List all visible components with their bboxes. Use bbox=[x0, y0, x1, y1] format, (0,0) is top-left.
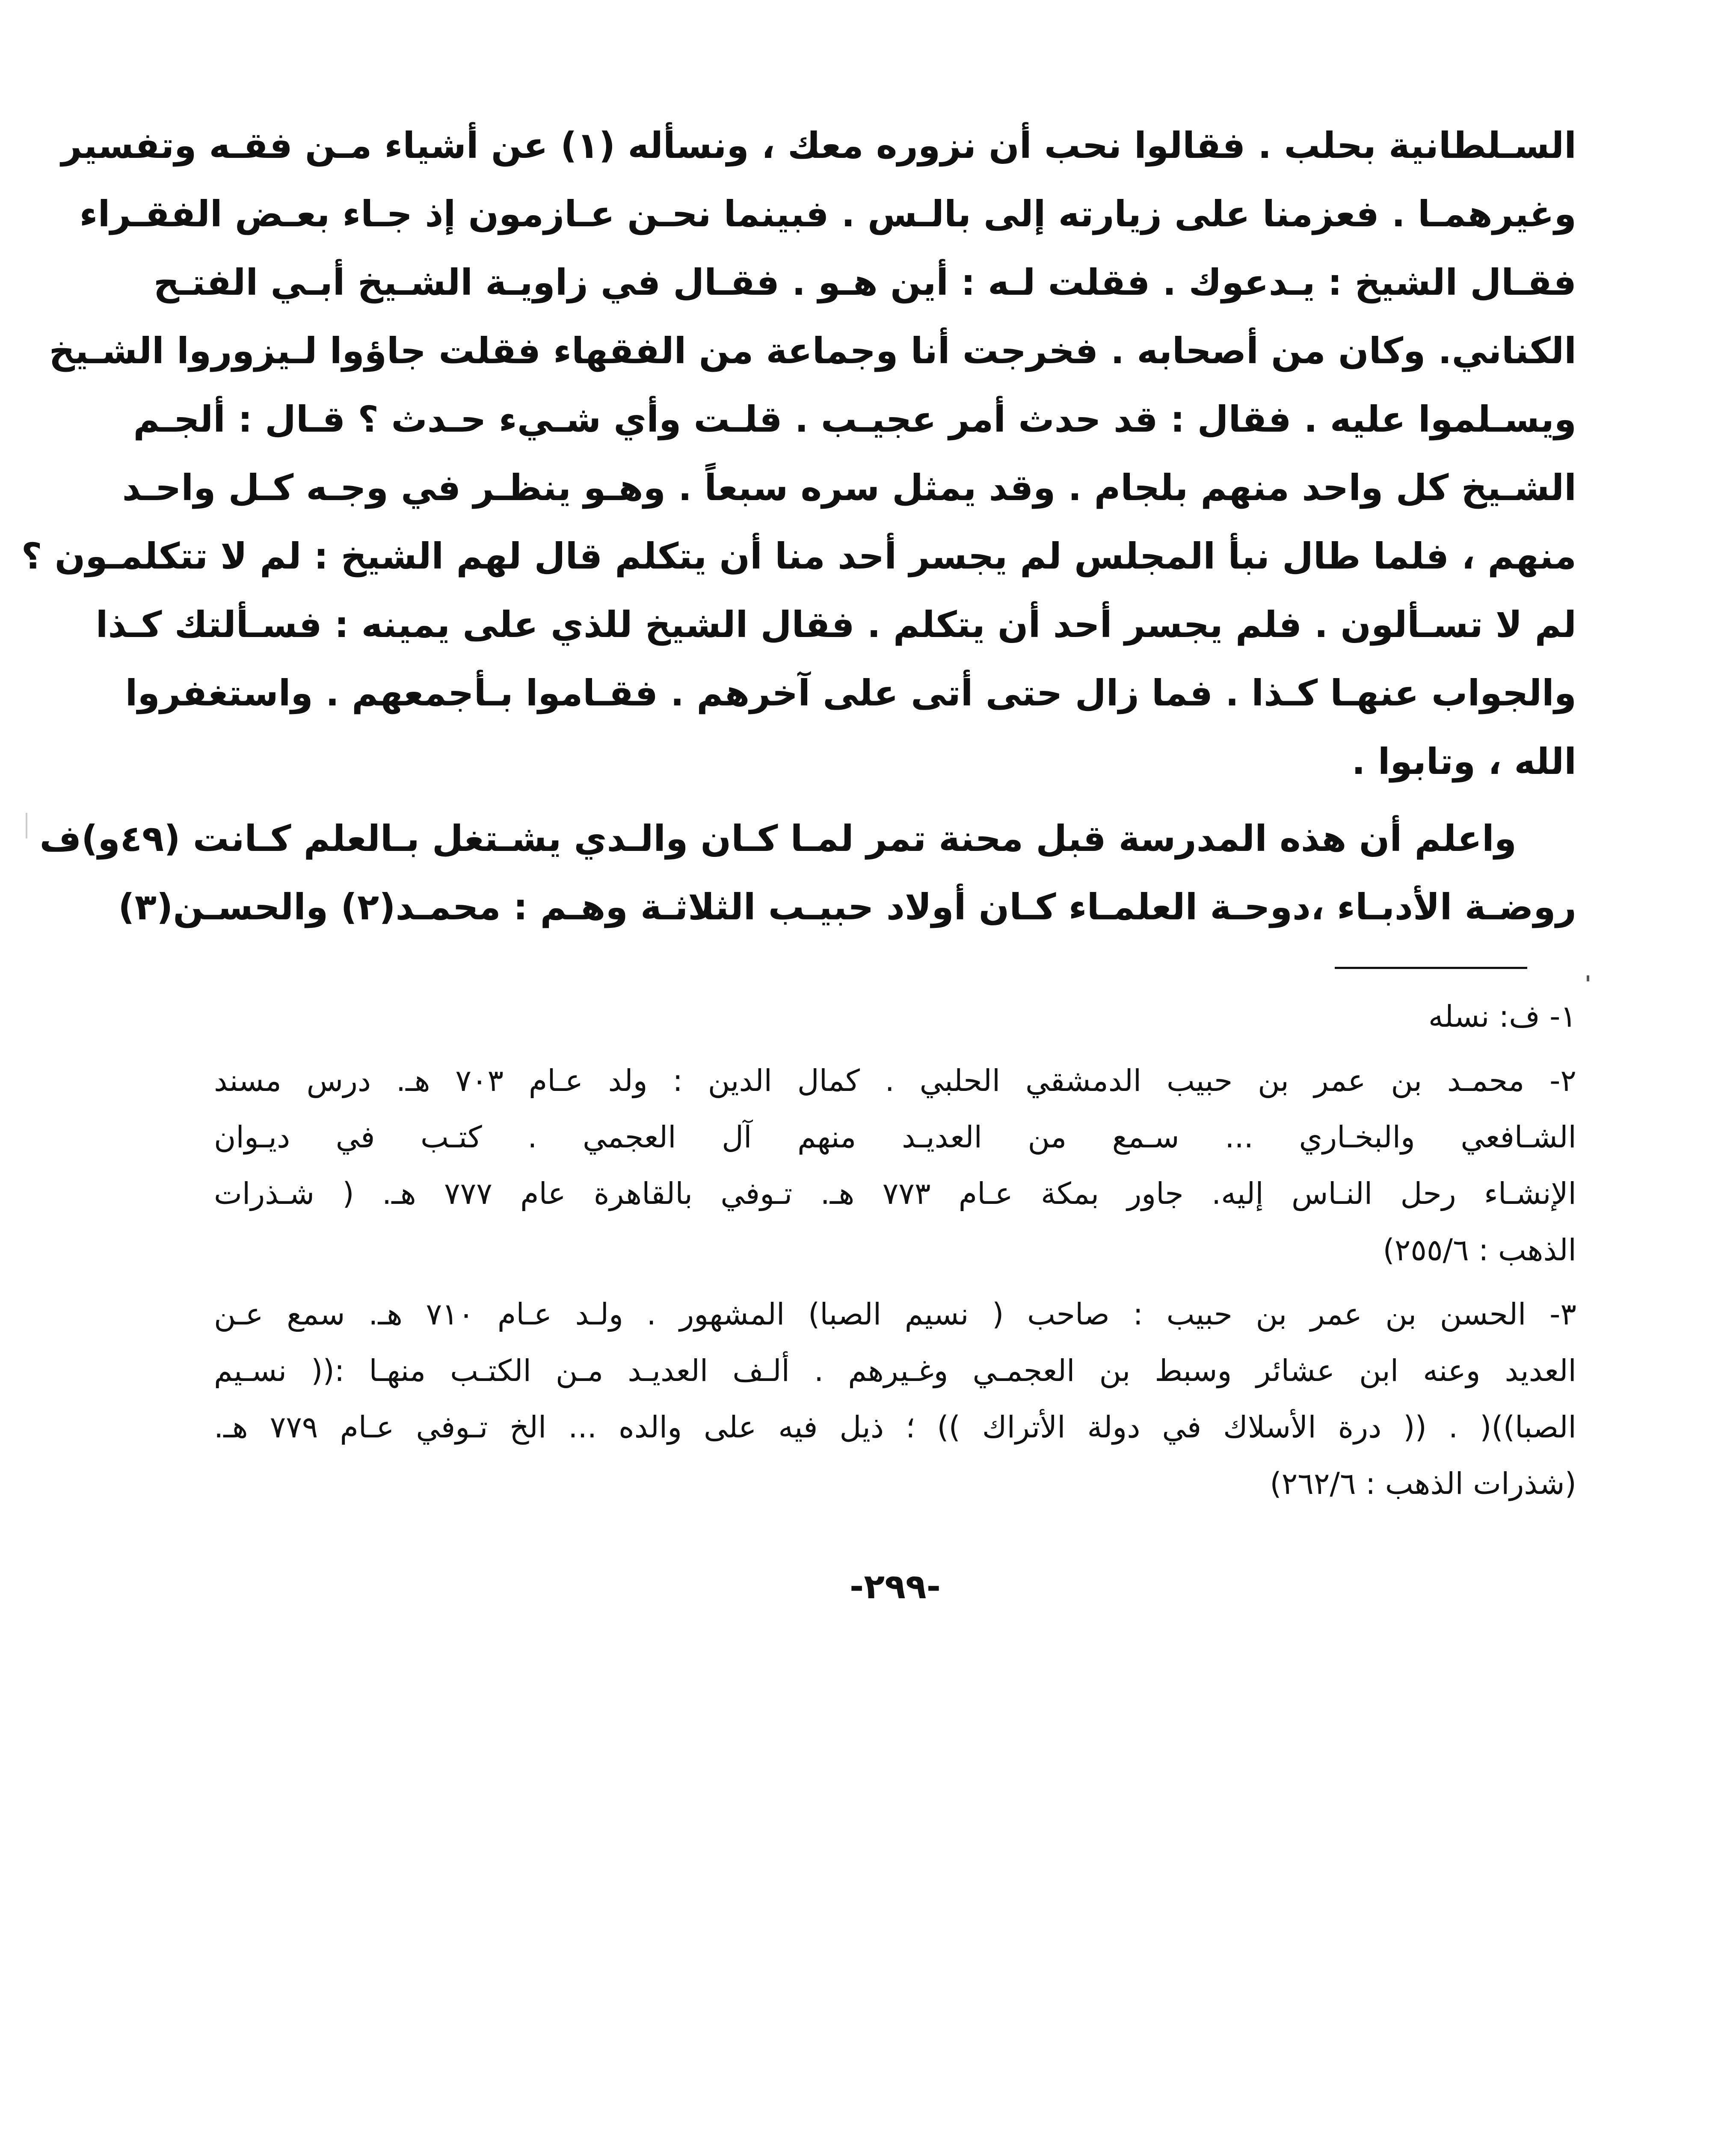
text-line: ويسـلموا عليه . فقال : قد حدث أمر عجيـب . قلـت وأي شـيء حـدث ؟ قـال : ألجـم bbox=[133, 398, 1576, 440]
footnote-separator-area bbox=[214, 941, 1576, 988]
text-line: السـلطانية بحلب . فقالوا نحب أن نزوره معك ، ونسأله (١) عن أشياء مـن فقـه وتفسير bbox=[61, 124, 1576, 166]
text-line: واعلم أن هذه المدرسة قبل محنة تمر لمـا كـان والـدي يشـتغل بـالعلم كـانت (٤٩و)ف bbox=[39, 818, 1517, 859]
text-line: روضـة الأدبـاء ،دوحـة العلمـاء كـان أولاد حبيـب الثلاثـة وهـم : محمـد(٢) والحسـن(٣) bbox=[118, 886, 1576, 928]
footnote-3 bbox=[214, 1286, 1576, 1512]
text-line: الكناني. وكان من أصحابه . فخرجت أنا وجماعة من الفقهاء فقلت جاؤوا لـيزوروا الشـيخ bbox=[49, 330, 1576, 372]
footnote-separator bbox=[1335, 967, 1527, 969]
main-paragraph-1 bbox=[21, 111, 1576, 796]
footnotes bbox=[214, 988, 1576, 1512]
footnote-3-line: الصبا))( . (( درة الأسلاك في دولة الأتراك )) ؛ ذيل فيه على والده ... الخ تـوفي عـام ٧٧٩ هـ. bbox=[214, 1410, 1576, 1445]
footnote-3-line: العديد وعنه ابن عشائر وسبط بن العجمـي وغـيرهم . ألـف العديـد مـن الكتـب منهـا :(( نسـيم bbox=[214, 1353, 1576, 1388]
footnote-3-line: (شذرات الذهب : ٢٦٢/٦) bbox=[1270, 1466, 1576, 1501]
footnote-1: ١- ف: نسله bbox=[1428, 999, 1576, 1034]
edge-mark bbox=[26, 813, 27, 838]
footnote-3-line: ٣- الحسن بن عمر بن حبيب : صاحب ( نسيم الصبا) المشهور . ولـد عـام ٧١٠ هـ. سمع عـن bbox=[214, 1297, 1576, 1332]
text-line: الله ، وتابوا . bbox=[1351, 741, 1576, 782]
text-line: لم لا تسـألون . فلم يجسر أحد أن يتكلم . فقال الشيخ للذي على يمينه : فسـألتك كـذا bbox=[95, 604, 1576, 646]
footnote-2 bbox=[214, 1052, 1576, 1278]
main-paragraph-2 bbox=[39, 804, 1576, 941]
text-line: فقـال الشيخ : يـدعوك . فقلت لـه : أين هـو . فقـال في زاويـة الشـيخ أبـي الفتـح bbox=[153, 261, 1576, 303]
text-line: الشـيخ كل واحد منهم بلجام . وقد يمثل سره سبعاً . وهـو ينظـر في وجـه كـل واحـد bbox=[122, 467, 1576, 509]
text-line: منهم ، فلما طال نبأ المجلس لم يجسر أحد منا أن يتكلم قال لهم الشيخ : لم لا تتكلمـون ؟ bbox=[21, 535, 1576, 577]
footnote-2-line: الإنشـاء رحل النـاس إليه. جاور بمكة عـام ٧٧٣ هـ. تـوفي بالقاهرة عام ٧٧٧ هـ. ( شـذرات bbox=[214, 1176, 1577, 1211]
footnote-2-line: ٢- محمـد بن عمر بن حبيب الدمشقي الحلبي . كمال الدين : ولد عـام ٧٠٣ هـ. درس مسند bbox=[214, 1063, 1576, 1098]
scan-mark bbox=[1587, 975, 1589, 981]
footnote-2-line: الشـافعي والبخـاري ... سـمع من العديـد منهم آل العجمي . كتـب في ديـوان bbox=[214, 1120, 1576, 1155]
text-line: والجواب عنهـا كـذا . فما زال حتى أتى على آخرهم . فقـاموا بـأجمعهم . واستغفروا bbox=[125, 672, 1576, 714]
text-line: وغيرهمـا . فعزمنا على زيارته إلى بالـس . فبينما نحـن عـازمون إذ جـاء بعـض الفقـراء bbox=[79, 193, 1576, 235]
footnote-2-line: الذهب : ٢٥٥/٦) bbox=[1383, 1232, 1576, 1268]
page-number: -٢٩٩- bbox=[850, 1567, 941, 1606]
